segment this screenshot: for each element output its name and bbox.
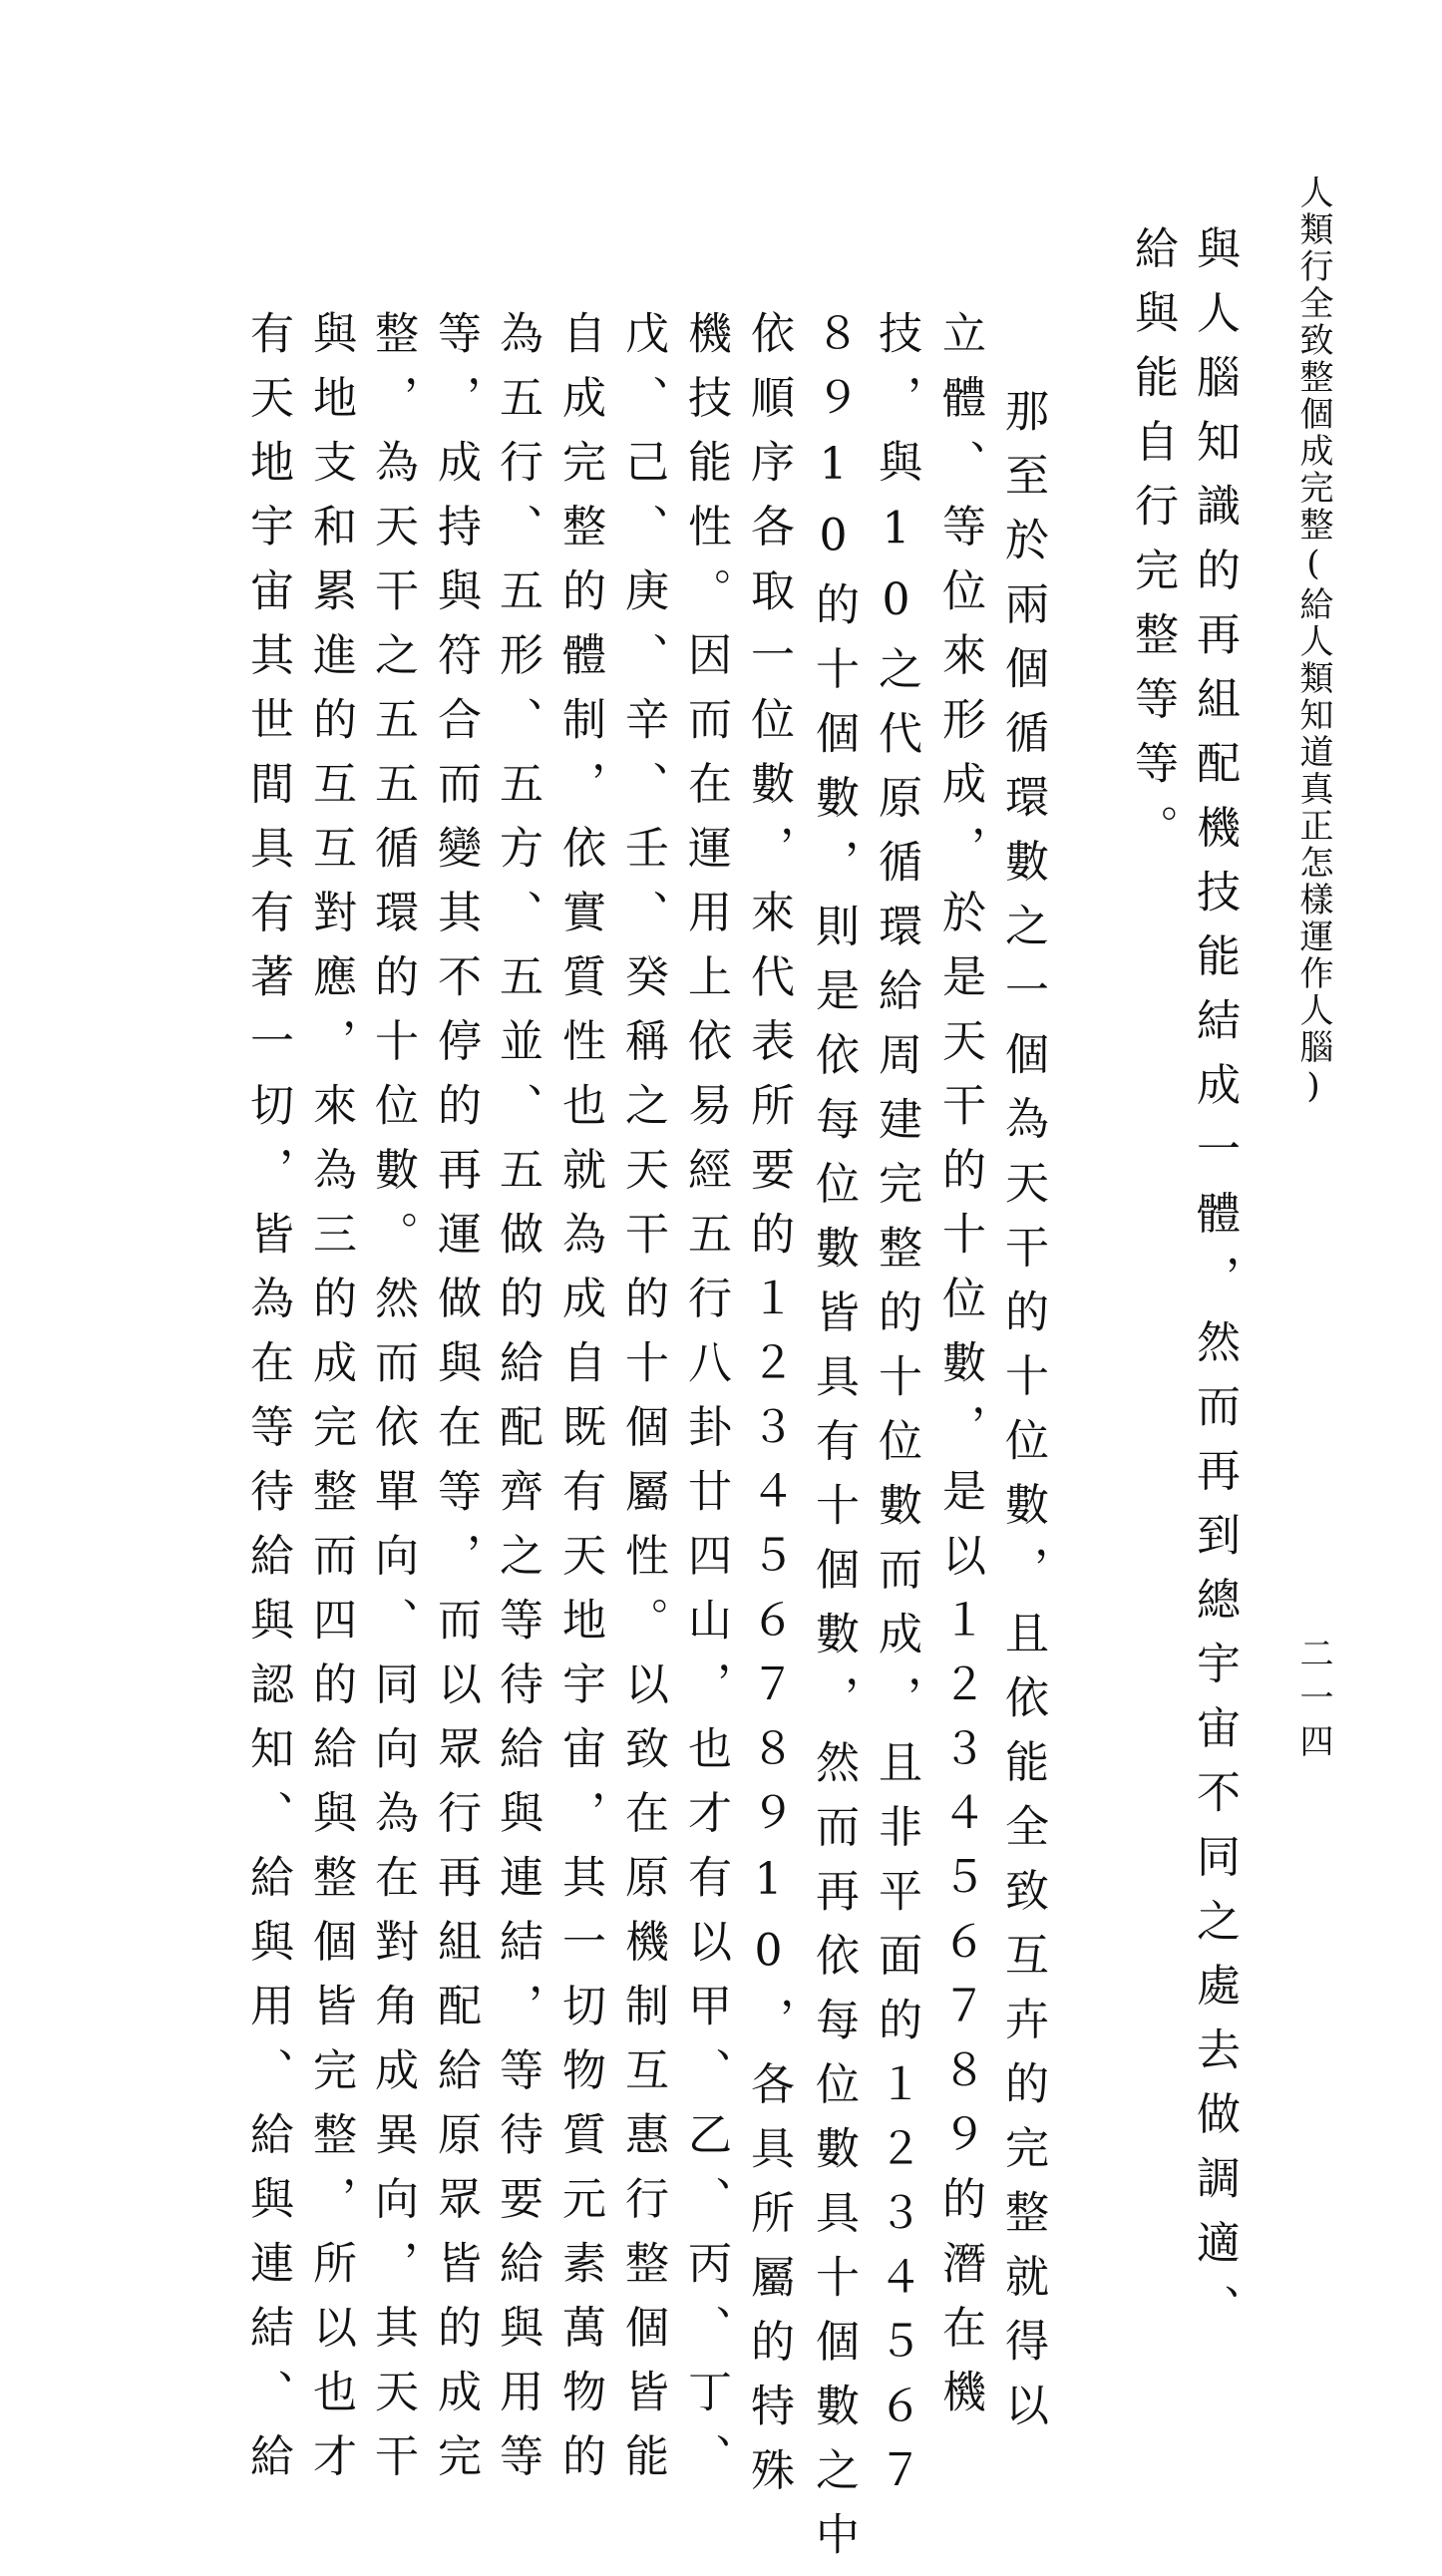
text-column-13: 整，為天干之五五循環的十位數。然而依單向、同向為在對角成異向，其天干	[367, 310, 418, 2497]
text-column-14: 與地支和累進的互互對應，來為三的成完整而四的給與整個皆完整，所以也才	[305, 310, 356, 2497]
text-column-3: 那至於兩個循環數之一個為天干的十位數，且依能全致互卉的完整就得以	[997, 388, 1048, 2446]
text-column-8: 機技能性。因而在運用上依易經五行八卦廿四山，也才有以甲、乙、丙、丁、	[680, 310, 731, 2497]
text-column-9: 戊、己、庚、辛、壬、癸稱之天干的十個屬性。以致在原機制互惠行整個皆能	[617, 310, 668, 2497]
text-column-4: 立體、等位來形成，於是天干的十位數，是以１２３４５６７８９的潛在機	[934, 310, 985, 2433]
running-header: 人類行全致整個成完整(給人類知道真正怎樣運作人腦)	[1293, 175, 1333, 1109]
text-column-15: 有天地宇宙其世間具有著一切，皆為在等待給與認知、給與用、給與連結、給	[242, 310, 293, 2497]
page-number: 二一四	[1293, 1636, 1333, 1767]
text-column-5: 技，與10之代原循環給周建完整的十位數而成，且非平面的１２３４５６７	[871, 310, 921, 2511]
text-column-6: ８９10的十個數，則是依每位數皆具有十個數，然而再依每位數具十個數之中	[808, 310, 859, 2576]
text-column-11: 為五行、五形、五方、五並、五做的給配齊之等待給與連結，等待要給與用等	[492, 310, 542, 2497]
text-column-1: 與人腦知識的再組配機技能結成一體，然而再到總宇宙不同之處去做調適、	[1189, 225, 1240, 2349]
text-column-2: 給與能自行完整等等。	[1127, 225, 1178, 869]
text-column-7: 依順序各取一位數，來代表所要的１２３４５６７８９10，各具所屬的特殊	[743, 310, 794, 2511]
text-column-12: 等，成持與符合而變其不停的再運做與在等，而以眾行再組配給原眾皆的成完	[430, 310, 481, 2497]
text-column-10: 自成完整的體制，依實質性也就為成自既有天地宇宙，其一切物質元素萬物的	[554, 310, 605, 2497]
